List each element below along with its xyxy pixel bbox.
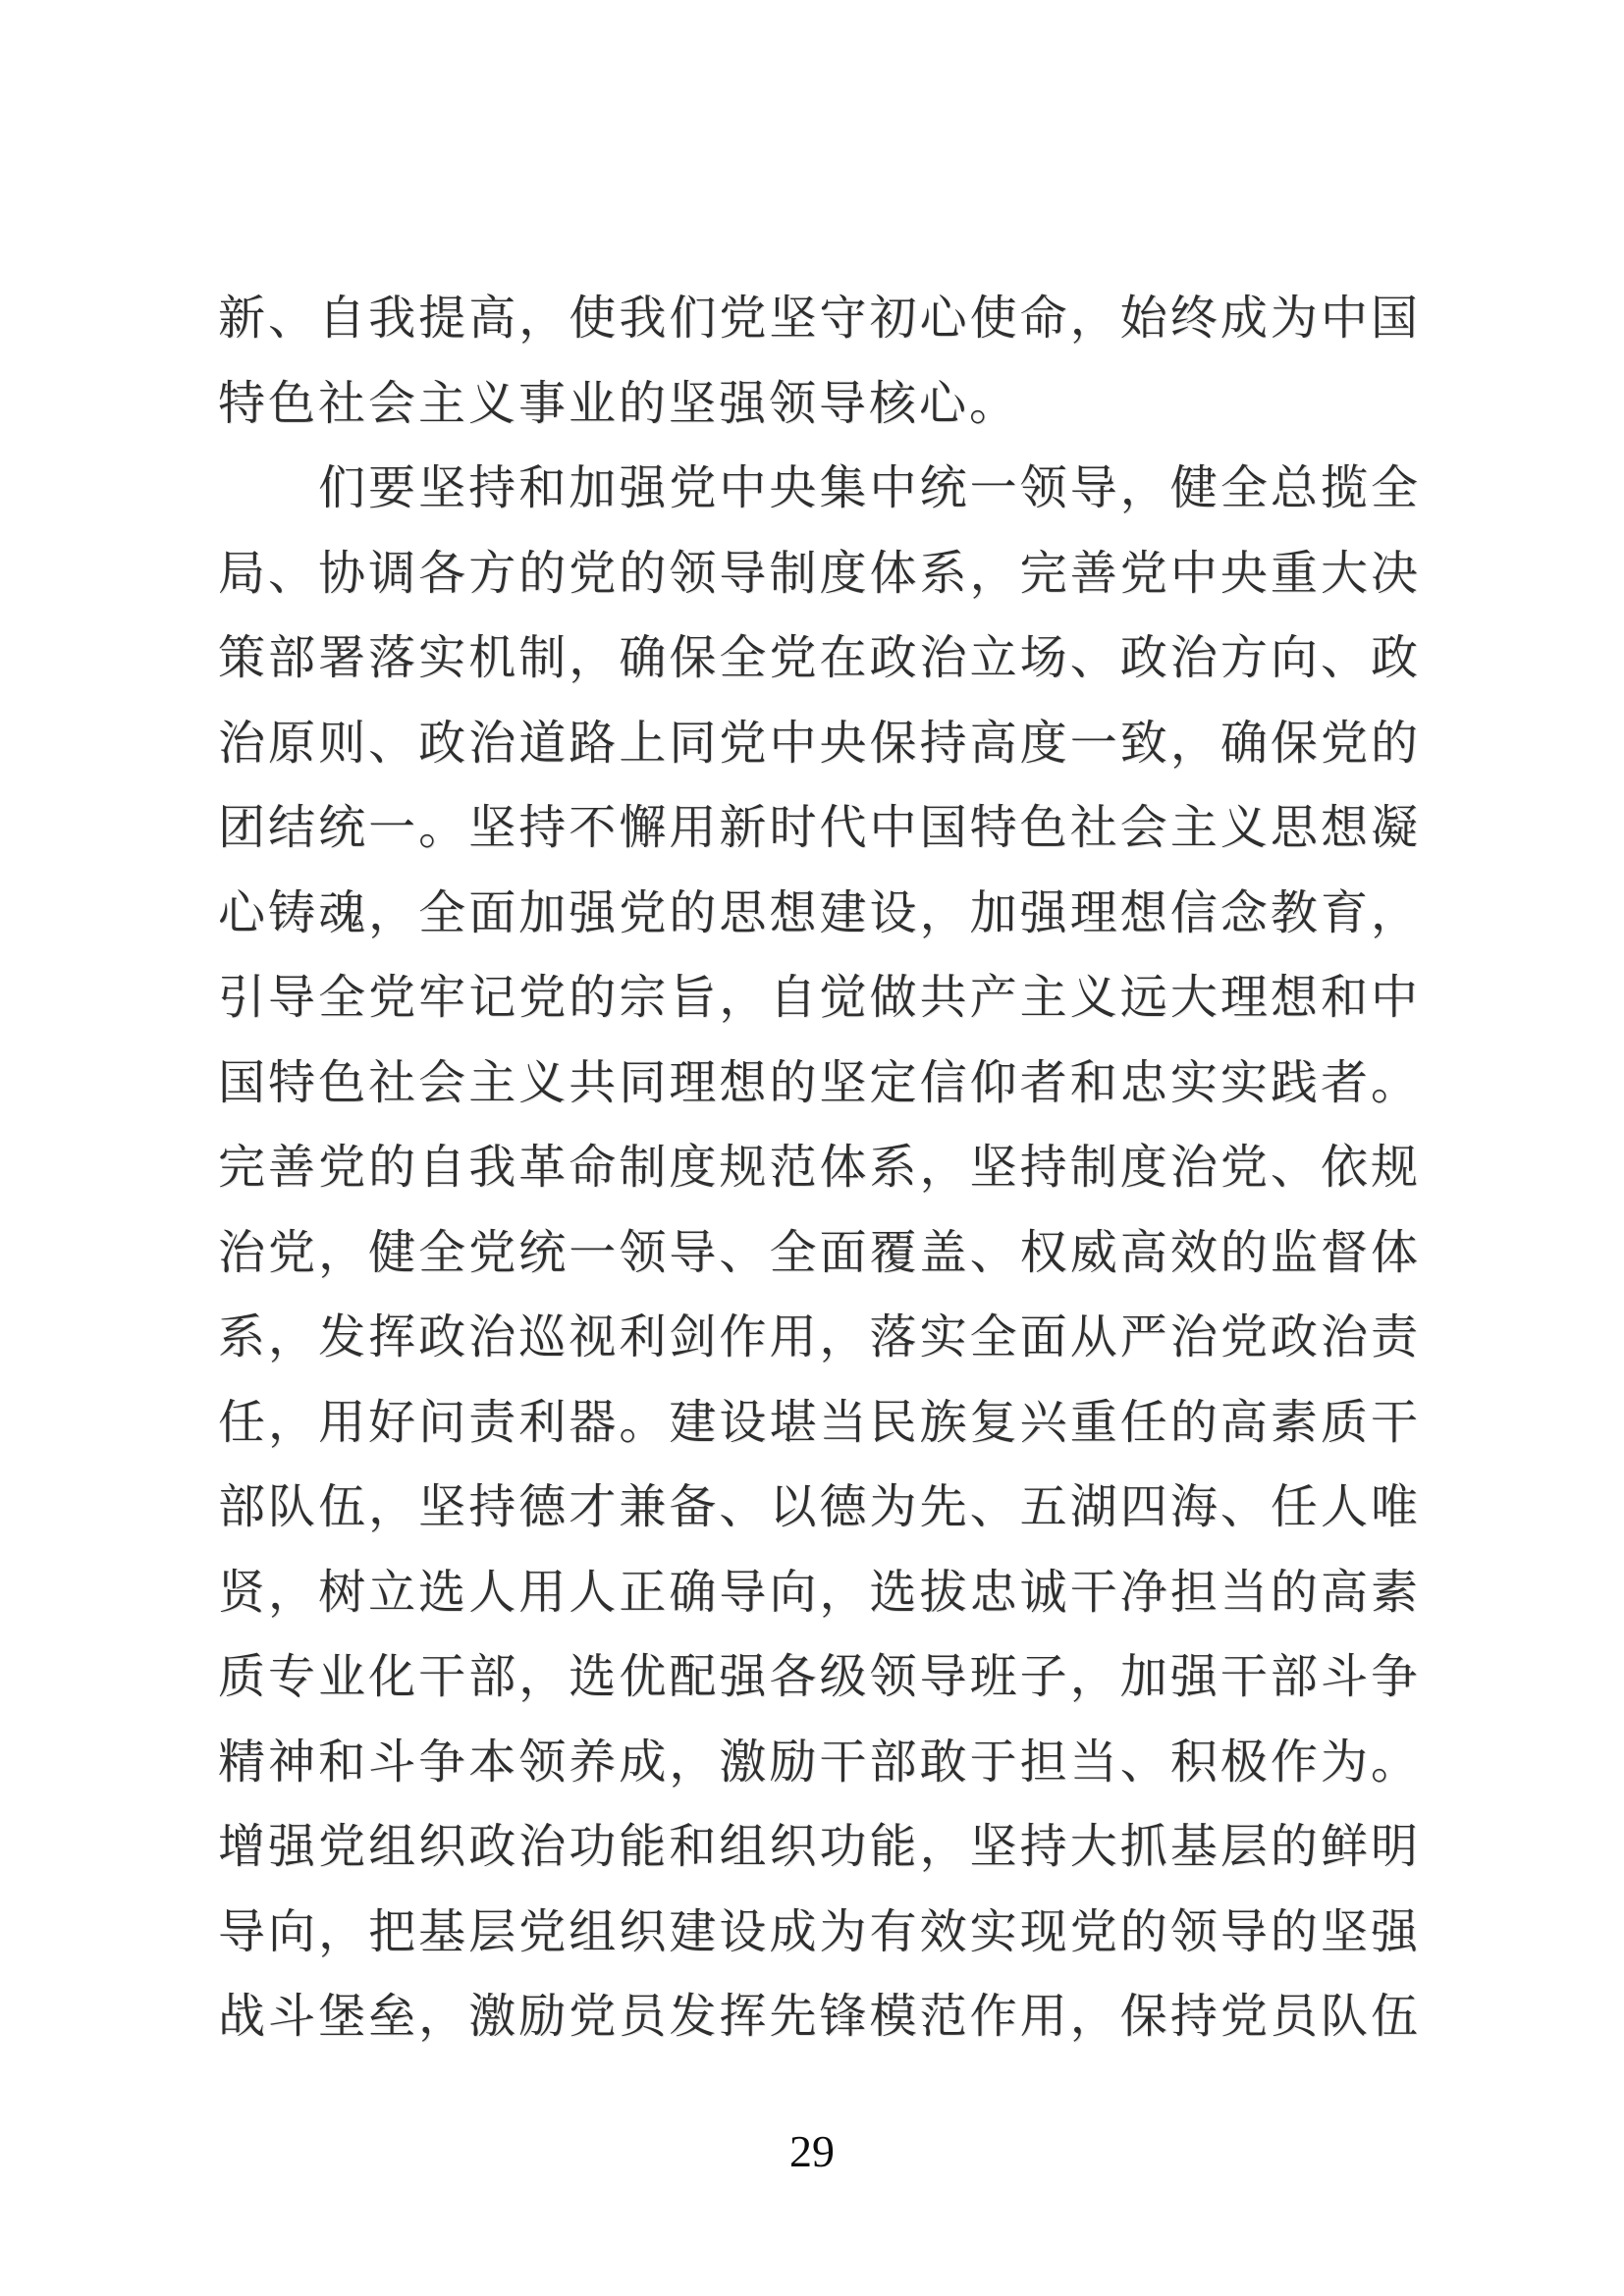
text-line: 策部署落实机制，确保全党在政治立场、政治方向、政 [218, 632, 1418, 684]
text-line: 精神和斗争本领养成，激励干部敢于担当、积极作为。 [218, 1735, 1418, 1789]
text-line: 战斗堡垒，激励党员发挥先锋模范作用，保持党员队伍 [218, 1991, 1418, 2043]
text-line: 团结统一。坚持不懈用新时代中国特色社会主义思想凝 [218, 802, 1418, 854]
text-line: 国特色社会主义共同理想的坚定信仰者和忠实实践者。 [218, 1056, 1418, 1109]
text-line: 质专业化干部，选优配强各级领导班子，加强干部斗争 [218, 1651, 1418, 1703]
text-line: 们要坚持和加强党中央集中统一领导，健全总揽全 [318, 462, 1418, 514]
page-number: 29 [789, 2126, 835, 2176]
text-line: 新、自我提高，使我们党坚守初心使命，始终成为中国 [218, 293, 1418, 345]
text-line: 贤，树立选人用人正确导向，选拔忠诚干净担当的高素 [218, 1566, 1418, 1619]
text-line: 任，用好问责利器。建设堪当民族复兴重任的高素质干 [218, 1396, 1418, 1449]
text-block [218, 277, 1418, 2060]
text-line: 部队伍，坚持德才兼备、以德为先、五湖四海、任人唯 [218, 1481, 1418, 1533]
text-line: 完善党的自我革命制度规范体系，坚持制度治党、依规 [218, 1142, 1418, 1194]
text-line: 导向，把基层党组织建设成为有效实现党的领导的坚强 [218, 1905, 1418, 1958]
text-line: 治原则、政治道路上同党中央保持高度一致，确保党的 [218, 717, 1418, 770]
text-line: 局、协调各方的党的领导制度体系，完善党中央重大决 [218, 547, 1418, 600]
text-line: 增强党组织政治功能和组织功能，坚持大抓基层的鲜明 [218, 1821, 1418, 1873]
text-line: 引导全党牢记党的宗旨，自觉做共产主义远大理想和中 [218, 972, 1418, 1024]
text-line: 特色社会主义事业的坚强领导核心。 [218, 377, 1020, 430]
text-line: 治党，健全党统一领导、全面覆盖、权威高效的监督体 [218, 1226, 1418, 1279]
text-line: 心铸魂，全面加强党的思想建设，加强理想信念教育， [218, 886, 1418, 939]
text-line: 系，发挥政治巡视利剑作用，落实全面从严治党政治责 [218, 1311, 1418, 1363]
